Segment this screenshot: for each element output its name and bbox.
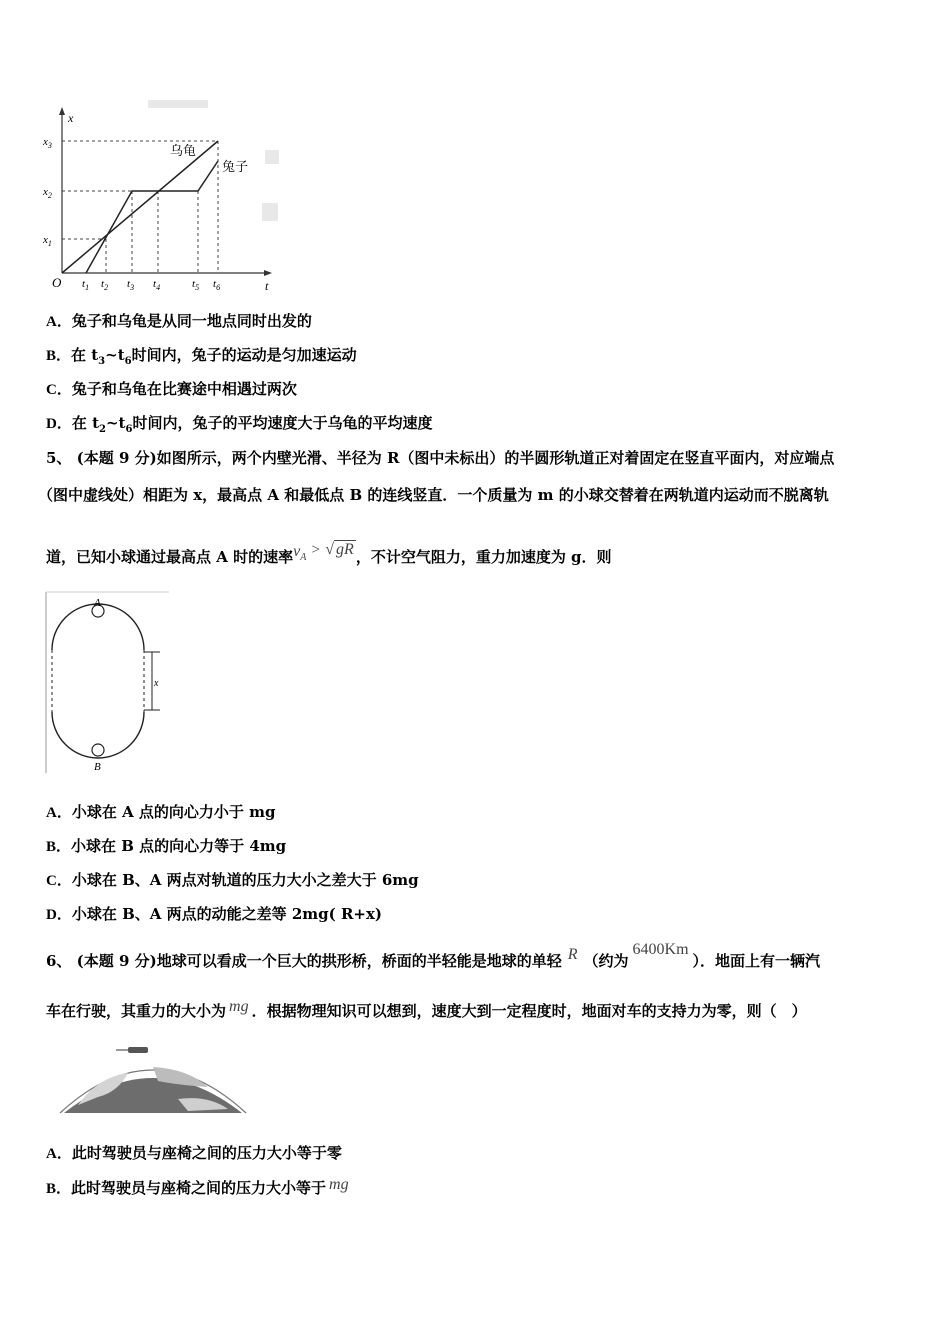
- q6-option-b: B．此时驾驶员与座椅之间的压力大小等于 mg: [46, 1176, 349, 1197]
- label-x: x: [154, 678, 159, 689]
- sqrt-gR: √ gR: [325, 541, 354, 558]
- svg-text:t1: $t_1$: [82, 278, 90, 292]
- q5-option-c: C．小球在 B、A 两点对轨道的压力大小之差大于 6mg: [46, 871, 419, 889]
- svg-text:t2: $t_2$: [101, 278, 109, 292]
- t-ticks: [82, 278, 220, 292]
- q5-stem-line2: （图中虚线处）相距为 x，最高点 A 和最低点 B 的连线竖直．一个质量为 m 的小球交替着在两轨道内运动而不脱离轨: [38, 486, 829, 504]
- label-b: B: [94, 761, 101, 773]
- tortoise-label: 乌龟: [170, 143, 197, 158]
- q4-option-c: C．兔子和乌龟在比赛途中相遇过两次: [46, 380, 297, 398]
- scan-noise: [148, 100, 279, 221]
- earth-bridge-image: [58, 1037, 248, 1115]
- q6-stem-line1: 6、 (本题 9 分)地球可以看成一个巨大的拱形桥，桥面的半轻能是地球的单轻 R （约为6400Km）．地面上有一辆汽: [46, 941, 821, 970]
- tortoise-line: [62, 141, 218, 273]
- tick-x3: $x_3$: [43, 136, 52, 150]
- q4-option-b: B．在 $t_3\sim t_6$时间内，兔子的运动是匀加速运动: [46, 346, 357, 367]
- q5-stem-line3: 道，已知小球通过最高点 A 时的速率$v_A$ > √ gR ，不计空气阻力，重力加速度为 g．则: [46, 541, 612, 566]
- label-a: A: [94, 597, 101, 609]
- x-t-graph: [40, 95, 285, 295]
- x-axis-label: x: [68, 111, 74, 125]
- origin-label: O: [52, 275, 62, 290]
- car-icon: [128, 1047, 148, 1053]
- tick-x1: $x_1$: [43, 234, 52, 248]
- q6-option-a: A．此时驾驶员与座椅之间的压力大小等于零: [46, 1144, 342, 1162]
- svg-text:t4: $t_4$: [153, 278, 161, 292]
- t-axis-label: t: [265, 279, 269, 293]
- track-figure: [44, 590, 174, 775]
- q5-option-d: D．小球在 B、A 两点的动能之差等 2mg( R+x): [46, 905, 383, 923]
- q5-stem-line1: 5、 (本题 9 分)如图所示，两个内壁光滑、半径为 R（图中未标出）的半圆形轨道正对着固定在竖直平面内，对应端点: [46, 449, 835, 467]
- svg-text:t6: $t_6$: [213, 278, 221, 292]
- q4-option-a: A．兔子和乌龟是从同一地点同时出发的: [46, 312, 312, 330]
- ball-b: [92, 744, 104, 756]
- svg-text:t5: $t_5$: [192, 278, 200, 292]
- q4-option-d: D．在 $t_2\sim t_6$时间内，兔子的平均速度大于乌龟的平均速度: [46, 414, 433, 435]
- q5-option-b: B．小球在 B 点的向心力等于 4mg: [46, 837, 287, 855]
- svg-text:t3: $t_3$: [127, 278, 135, 292]
- tick-x2: $x_2$: [43, 186, 52, 200]
- q6-stem-line2: 车在行驶，其重力的大小为 mg ．根据物理知识可以想到，速度大到一定程度时，地面对车的支持力为零，则（ ）: [46, 998, 807, 1020]
- x-axis-arrow: [59, 107, 65, 115]
- rabbit-label: 兔子: [222, 159, 249, 174]
- t-axis-arrow: [264, 270, 272, 276]
- q5-option-a: A．小球在 A 点的向心力小于 mg: [46, 803, 276, 821]
